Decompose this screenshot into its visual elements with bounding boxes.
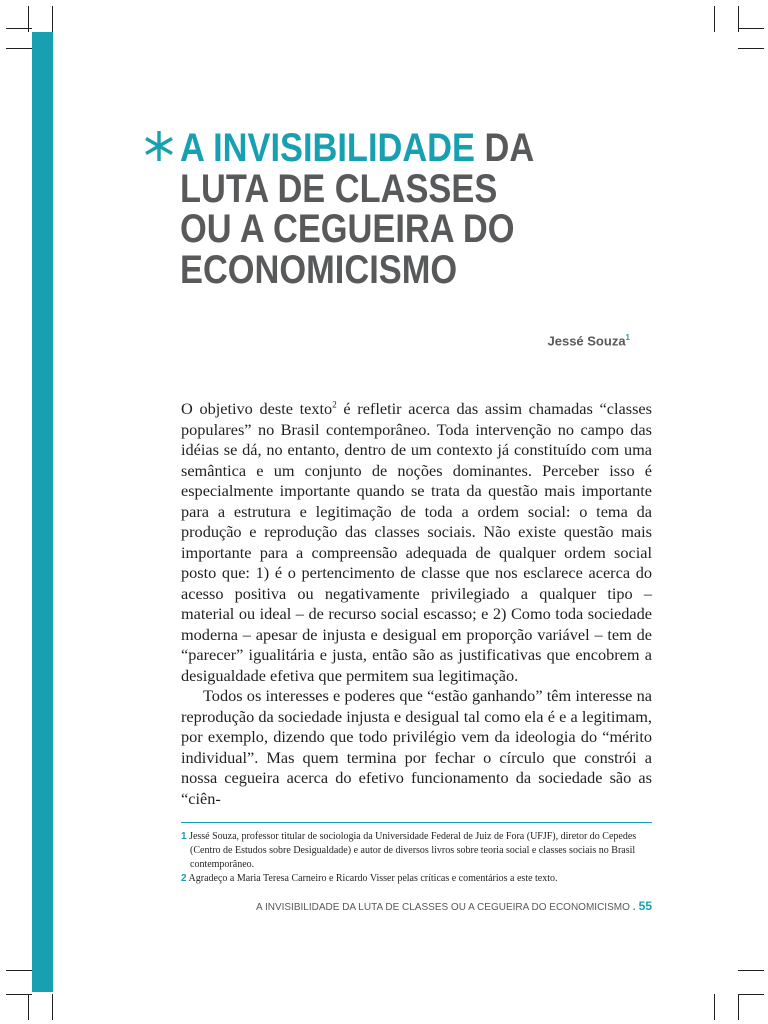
- footnote-text: Agradeço a Maria Teresa Carneiro e Ricardo Visser pelas críticas e comentários a este texto.: [188, 873, 558, 884]
- footnote-ref[interactable]: 2: [332, 399, 337, 410]
- footnotes: [181, 830, 661, 886]
- title-highlight: A INVISIBILIDADE: [180, 126, 475, 170]
- footnote-divider: [181, 822, 652, 823]
- body-paragraph: Todos os interesses e poderes que “estão ganhando” têm interesse na reprodução da sociedade injusta e desigual tal como ela é e a legitimam, por exemplo, dizendo que todo privilégio vem da ideologia do “mérito individual”. Mas quem termina por fechar o círculo que constrói a nossa cegueira acerca do efetivo funcionamento da sociedade são as “ciên-: [181, 686, 652, 808]
- title-line1-rest: DA: [474, 126, 535, 170]
- crop-mark: [714, 994, 715, 1020]
- body-text-run: é refletir acerca das assim chamadas “classes populares” no Brasil contemporâneo. Toda intervenção no campo das idéias se dá, no entanto, dentro de um contexto já constituído com uma semântica e um conjunto de noções dominantes. Perceber isso é especialmente importante quando se trata da questão mais importante para a estrutura e legitimação de toda a ordem social: o tema da produção e reprodução das classes sociais. Não existe questão mais importante para a compreensão adequada de qualquer ordem social posto que: 1) é o pertencimento de classe que nos esclarece acerca do acesso positiva ou negativamente privilegiado a qualquer tipo – material ou ideal – de recurso social escasso; e 2) Como toda sociedade moderna – apesar de injusta e desigual em proporção variável – tem de “parecer” igualitária e justa, então são as justificativas que encobrem a desigualdade efetiva que permitem sua legitimação.: [181, 399, 652, 685]
- author-note-ref[interactable]: 1: [625, 333, 630, 342]
- footnote-text: Jessé Souza, professor titular de sociologia da Universidade Federal de Juiz de Fora (UFJF), diretor do Cepedes (Centro de Estudos sobre Desigualdade) e autor de diversos livros sobre teoria social e classes sociais no Brasil contemporâneo.: [189, 831, 637, 870]
- crop-mark: [714, 6, 715, 32]
- running-footer: [256, 899, 652, 913]
- running-footer-separator: .: [632, 902, 636, 913]
- footnote: [181, 830, 661, 872]
- crop-mark: [738, 970, 764, 971]
- crop-mark: [738, 994, 764, 995]
- article-title: [180, 128, 534, 290]
- title-line4: ECONOMICISMO: [180, 247, 458, 292]
- author-name: Jessé Souza: [547, 333, 626, 349]
- footnote-number: 2: [181, 873, 187, 884]
- crop-mark: [52, 6, 53, 32]
- title-line2: LUTA DE CLASSES: [180, 166, 498, 211]
- page-number: 55: [638, 899, 652, 913]
- crop-mark: [6, 48, 32, 49]
- asterisk-icon: [142, 129, 176, 163]
- crop-mark: [6, 28, 32, 29]
- footnote: [181, 872, 661, 886]
- crop-mark: [52, 994, 53, 1020]
- footnote-number: 1: [181, 831, 187, 842]
- article-body: [181, 399, 652, 809]
- title-line3: OU A CEGUEIRA DO: [180, 207, 515, 251]
- crop-mark: [28, 994, 29, 1020]
- crop-mark: [6, 970, 32, 971]
- accent-sidebar: [32, 32, 53, 992]
- author-byline: [548, 333, 631, 348]
- body-text-run: O objetivo deste texto: [181, 399, 333, 418]
- body-paragraph: [181, 399, 652, 686]
- crop-mark: [738, 28, 764, 29]
- running-footer-title: A INVISIBILIDADE DA LUTA DE CLASSES OU A CEGUEIRA DO ECONOMICISMO: [256, 902, 630, 913]
- crop-mark: [738, 48, 764, 49]
- crop-mark: [738, 994, 739, 1020]
